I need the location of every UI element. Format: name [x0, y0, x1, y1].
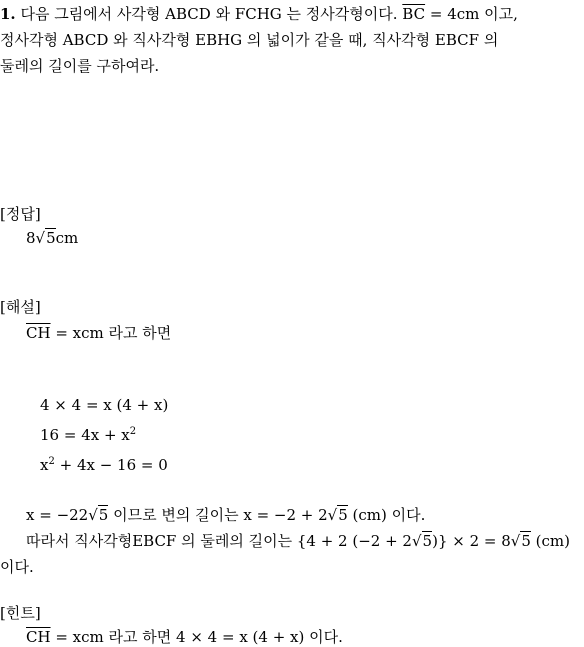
sqrt-sign: √	[510, 532, 521, 550]
final-math-a: {4 + 2 (−2 + 2	[296, 532, 412, 550]
equation-2-exponent: 2	[129, 426, 137, 437]
hint-ch-label: $\overline{CH}$	[26, 628, 51, 646]
sqrt-sign: √	[35, 229, 46, 247]
solution-line	[26, 504, 425, 525]
solution-radicand-1: 5	[98, 506, 109, 524]
explanation-text-1: = xcm 라고 하면	[55, 324, 172, 342]
answer-value	[26, 229, 78, 247]
question-line-3: 둘레의 길이를 구하여라.	[0, 57, 160, 75]
solution-part-c: (cm) 이다.	[347, 506, 426, 524]
final-radicand-1: 5	[422, 532, 433, 550]
question-number: 1.	[0, 5, 16, 23]
hint-header: [힌트]	[0, 604, 41, 622]
sqrt-sign: √	[88, 506, 98, 524]
final-math-c: (cm)	[530, 532, 571, 550]
final-line	[26, 530, 570, 551]
explanation-line-1	[26, 322, 171, 343]
equation-3	[40, 456, 168, 474]
answer-coefficient: 8	[26, 229, 36, 247]
explanation-header: [해설]	[0, 298, 41, 316]
question-line-2: 정사각형 ABCD 와 직사각형 EBHG 의 넓이가 같을 때, 직사각형 EBCF 의	[0, 31, 499, 49]
sqrt-sign: √	[411, 532, 422, 550]
question-text-1a: 다음 그림에서 사각형 ABCD 와 FCHG 는 정사각형이다.	[20, 5, 398, 23]
equation-2	[40, 426, 136, 444]
final-text: 따라서 직사각형EBCF 의 둘레의 길이는	[26, 532, 293, 550]
segment-bc-label: $\overline{BC}$	[402, 5, 426, 23]
answer-header: [정답]	[0, 205, 41, 223]
hint-text: = xcm 라고 하면 4 × 4 = x (4 + x) 이다.	[55, 628, 343, 646]
question-line-1	[0, 2, 518, 26]
solution-part-a: x = −22	[26, 506, 89, 524]
answer-radicand: 5	[46, 229, 56, 247]
equation-3-var: x	[40, 456, 49, 474]
answer-unit: cm	[55, 229, 79, 247]
hint-line	[26, 626, 343, 647]
question-text-1b: = 4cm 이고,	[429, 5, 518, 23]
solution-part-b: 이므로 변의 길이는 x = −2 + 2	[108, 506, 328, 524]
equation-1: 4 × 4 = x (4 + x)	[40, 396, 169, 414]
solution-radicand-2: 5	[338, 506, 348, 524]
sqrt-sign: √	[327, 506, 338, 524]
equation-3-rest: + 4x − 16 = 0	[54, 456, 168, 474]
final-math-b: )} × 2 = 8	[432, 532, 511, 550]
equation-3-exponent: 2	[48, 456, 55, 467]
final-end: 이다.	[0, 558, 34, 576]
equation-2-text: 16 = 4x + x	[40, 426, 130, 444]
final-radicand-2: 5	[521, 532, 531, 550]
segment-ch-label: $\overline{CH}$	[26, 324, 51, 342]
